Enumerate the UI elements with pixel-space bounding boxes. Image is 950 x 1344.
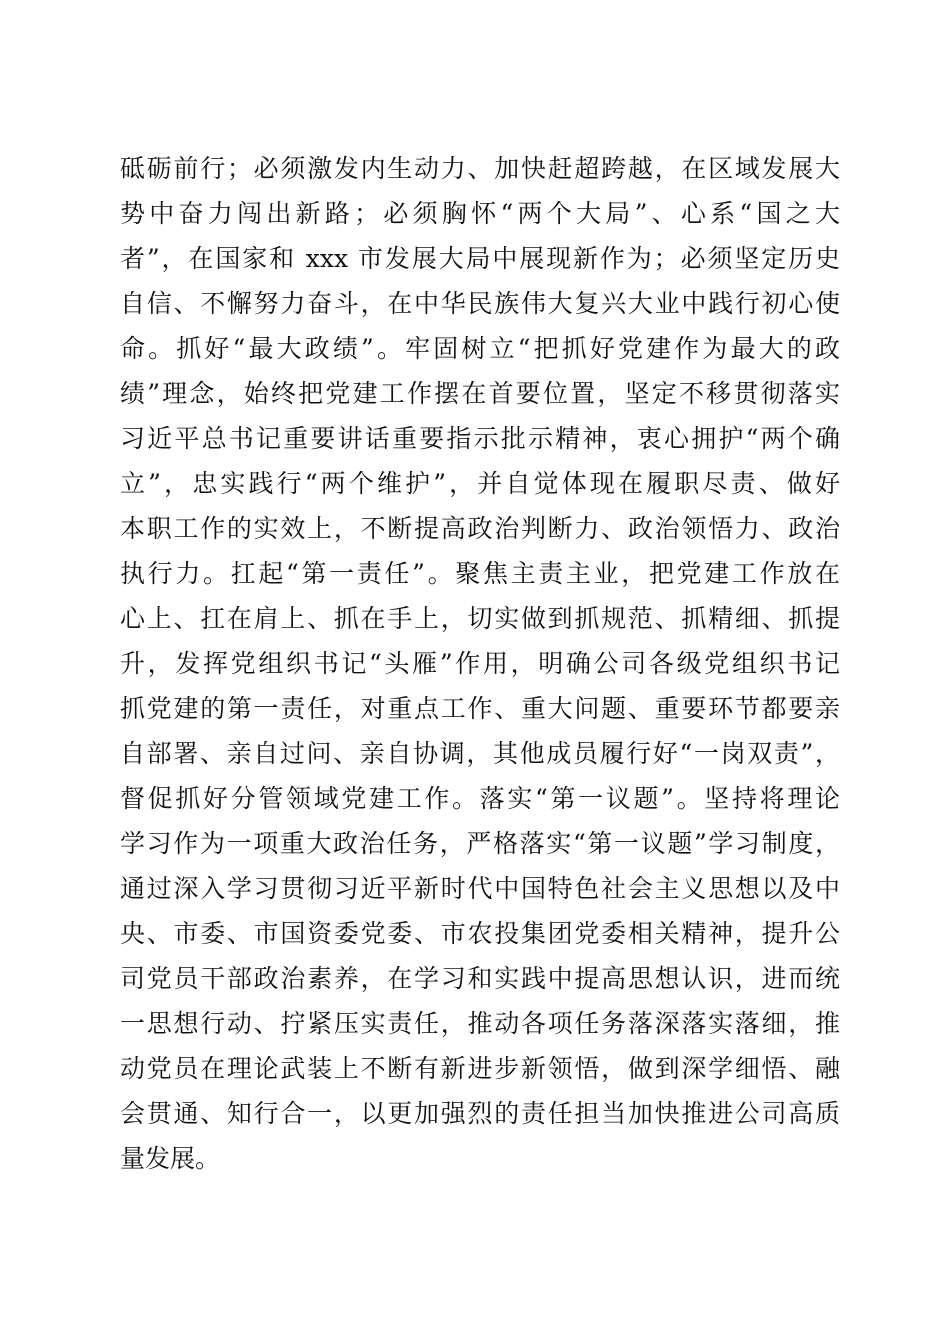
text-line: 命。抓好“最大政绩”。牢固树立“把抓好党建作为最大的政	[120, 334, 840, 363]
text-line: 者”，在国家和 xxx 市发展大局中展现新作为；必须坚定历史	[120, 244, 840, 273]
text-line: 一思想行动、拧紧压实责任，推动各项任务落深落实落细，推	[120, 1009, 840, 1038]
text-line: 量发展。	[120, 1144, 221, 1173]
text-line: 会贯通、知行合一，以更加强烈的责任担当加快推进公司高质	[120, 1099, 840, 1128]
text-line: 抓党建的第一责任，对重点工作、重大问题、重要环节都要亲	[120, 694, 840, 723]
body-paragraph	[120, 146, 840, 1181]
text-line: 立”，忠实践行“两个维护”，并自觉体现在履职尽责、做好	[120, 469, 840, 498]
text-line: 砥砺前行；必须激发内生动力、加快赶超跨越，在区域发展大	[120, 154, 840, 183]
text-line: 动党员在理论武装上不断有新进步新领悟，做到深学细悟、融	[120, 1054, 840, 1083]
text-line: 升，发挥党组织书记“头雁”作用，明确公司各级党组织书记	[120, 649, 840, 678]
text-line: 习近平总书记重要讲话重要指示批示精神，衷心拥护“两个确	[120, 424, 840, 453]
text-line: 自部署、亲自过问、亲自协调，其他成员履行好“一岗双责”，	[120, 739, 840, 768]
text-line: 势中奋力闯出新路；必须胸怀“两个大局”、心系“国之大	[120, 199, 840, 228]
text-line: 执行力。扛起“第一责任”。聚焦主责主业，把党建工作放在	[120, 559, 840, 588]
text-line: 自信、不懈努力奋斗，在中华民族伟大复兴大业中践行初心使	[120, 289, 840, 318]
text-line: 本职工作的实效上，不断提高政治判断力、政治领悟力、政治	[120, 514, 840, 543]
text-line: 央、市委、市国资委党委、市农投集团党委相关精神，提升公	[120, 919, 840, 948]
text-line: 学习作为一项重大政治任务，严格落实“第一议题”学习制度，	[120, 829, 840, 858]
text-line: 督促抓好分管领域党建工作。落实“第一议题”。坚持将理论	[120, 784, 840, 813]
text-line: 通过深入学习贯彻习近平新时代中国特色社会主义思想以及中	[120, 874, 840, 903]
text-line: 心上、扛在肩上、抓在手上，切实做到抓规范、抓精细、抓提	[120, 604, 840, 633]
text-line: 司党员干部政治素养，在学习和实践中提高思想认识，进而统	[120, 964, 840, 993]
text-line: 绩”理念，始终把党建工作摆在首要位置，坚定不移贯彻落实	[120, 379, 840, 408]
